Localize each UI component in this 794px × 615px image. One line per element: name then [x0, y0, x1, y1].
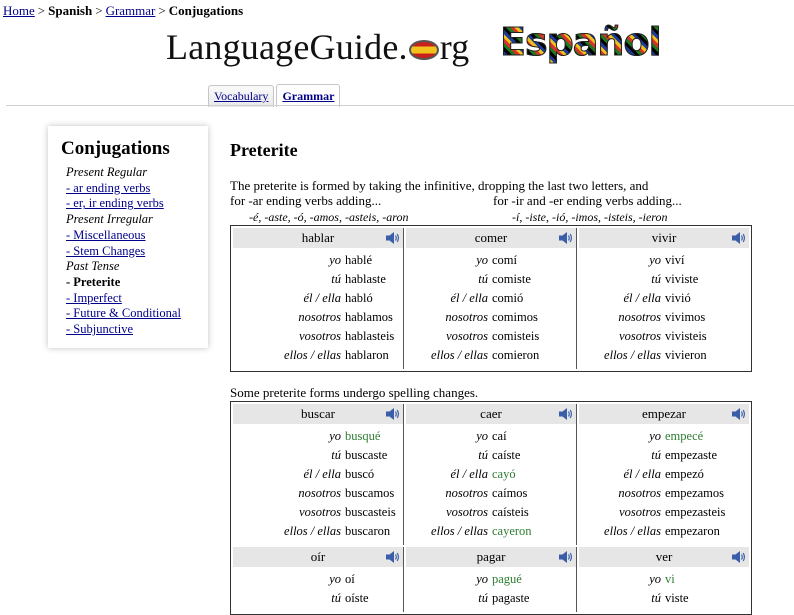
verb-form: caí — [492, 429, 507, 443]
verb-forms — [579, 424, 749, 545]
conjugation-row — [406, 503, 576, 522]
verb-infinitive: comer — [474, 230, 508, 245]
verb-form: comió — [492, 291, 524, 305]
pronoun: yo — [329, 253, 341, 267]
verb-forms — [233, 248, 403, 369]
conjugation-row — [579, 327, 749, 346]
pronoun: ellos / ellas — [604, 348, 661, 362]
pronoun: yo — [476, 253, 488, 267]
verb-form: comieron — [492, 348, 540, 362]
conjugation-row — [579, 589, 749, 608]
pronoun: tú — [651, 272, 661, 286]
verb-forms — [406, 567, 576, 612]
verb-forms — [233, 567, 403, 612]
verb-infinitive: pagar — [476, 549, 506, 564]
pronoun: vosotros — [299, 505, 341, 519]
breadcrumb-grammar-link[interactable]: Grammar — [105, 3, 156, 18]
conjugation-row — [406, 327, 576, 346]
pronoun: yo — [329, 429, 341, 443]
verb-infinitive: buscar — [301, 406, 335, 421]
verb-form: buscaste — [345, 448, 388, 462]
pronoun: tú — [331, 591, 341, 605]
verb-column — [233, 228, 404, 369]
speaker-icon[interactable] — [558, 231, 574, 245]
pronoun: él / ella — [450, 467, 488, 481]
sidebar-item-preterite: - Preterite — [66, 274, 121, 289]
breadcrumb-home-link[interactable]: Home — [3, 3, 35, 18]
pronoun: yo — [649, 429, 661, 443]
speaker-icon[interactable] — [731, 550, 747, 564]
verb-column — [406, 404, 577, 545]
verb-header — [406, 404, 576, 424]
conjugation-row — [233, 570, 403, 589]
verb-form: hablaron — [345, 348, 389, 362]
verb-column — [233, 547, 404, 612]
pronoun: ellos / ellas — [284, 348, 341, 362]
verb-form: hablaste — [345, 272, 386, 286]
pronoun: vosotros — [619, 329, 661, 343]
verb-header — [406, 228, 576, 248]
breadcrumb-separator: > — [95, 3, 103, 18]
conjugation-row — [233, 327, 403, 346]
verb-form: hablasteis — [345, 329, 395, 343]
verb-column — [406, 228, 577, 369]
conjugation-row — [579, 270, 749, 289]
sidebar-item-miscellaneous[interactable]: - Miscellaneous — [66, 227, 146, 242]
verb-form: viste — [665, 591, 689, 605]
verb-header — [579, 547, 749, 567]
sidebar-item-stem-changes[interactable]: - Stem Changes — [66, 243, 146, 258]
sidebar-item-future-conditional[interactable]: - Future & Conditional — [66, 306, 181, 321]
verb-form: oí — [345, 572, 355, 586]
conjugation-row — [406, 270, 576, 289]
logo-text: LanguageGuide. — [166, 27, 408, 67]
tab-vocabulary[interactable]: Vocabulary — [208, 85, 274, 107]
verb-form: pagaste — [492, 591, 530, 605]
verb-form: viví — [665, 253, 685, 267]
conjugation-row — [579, 570, 749, 589]
sidebar-section-past-tense: Past Tense — [66, 259, 120, 274]
conjugation-table-regular — [230, 225, 752, 372]
pronoun: nosotros — [618, 310, 661, 324]
pronoun: vosotros — [619, 505, 661, 519]
conjugation-row — [233, 346, 403, 365]
speaker-icon[interactable] — [385, 550, 401, 564]
verb-form: busqué — [345, 429, 381, 443]
pronoun: nosotros — [618, 486, 661, 500]
verb-form: vivimos — [665, 310, 706, 324]
pronoun: él / ella — [623, 291, 661, 305]
conjugation-row — [406, 446, 576, 465]
verb-form: hablamos — [345, 310, 393, 324]
intro-ar: for -ar ending verbs adding... — [230, 193, 382, 208]
speaker-icon[interactable] — [558, 407, 574, 421]
verb-form: hablé — [345, 253, 373, 267]
pronoun: ellos / ellas — [431, 524, 488, 538]
breadcrumb-separator: > — [37, 3, 46, 18]
pronoun: ellos / ellas — [604, 524, 661, 538]
verb-header — [579, 404, 749, 424]
pronoun: tú — [651, 591, 661, 605]
pronoun: yo — [329, 572, 341, 586]
pronoun: yo — [649, 572, 661, 586]
conjugation-row — [233, 289, 403, 308]
conjugation-row — [233, 270, 403, 289]
pronoun: nosotros — [298, 310, 341, 324]
pronoun: yo — [649, 253, 661, 267]
section-tabs — [208, 84, 342, 107]
conjugation-row — [579, 522, 749, 541]
conjugation-row — [406, 589, 576, 608]
breadcrumb — [3, 3, 243, 19]
conjugation-row — [233, 251, 403, 270]
verb-form: buscamos — [345, 486, 395, 500]
verb-form: cayeron — [492, 524, 532, 538]
conjugation-row — [579, 251, 749, 270]
verb-form: comimos — [492, 310, 538, 324]
pronoun: vosotros — [446, 505, 488, 519]
conjugation-row — [406, 570, 576, 589]
speaker-icon[interactable] — [731, 407, 747, 421]
conjugation-row — [406, 484, 576, 503]
pronoun: nosotros — [298, 486, 341, 500]
verb-form: cayó — [492, 467, 516, 481]
sidebar-item-er-ir-verbs[interactable]: - er, ir ending verbs — [66, 196, 164, 211]
conjugation-row — [233, 522, 403, 541]
spain-ball-icon — [409, 40, 439, 60]
tab-grammar[interactable]: Grammar — [276, 84, 340, 107]
verb-forms — [579, 248, 749, 369]
intro-er-ir: for -ir and -er ending verbs adding... — [493, 193, 682, 208]
endings-er-ir: -í, -iste, -ió, -imos, -isteis, -ieron — [512, 210, 668, 224]
pronoun: él / ella — [303, 291, 341, 305]
verb-form: viviste — [665, 272, 699, 286]
sidebar-item-imperfect[interactable]: - Imperfect — [66, 290, 122, 305]
conjugation-row — [233, 465, 403, 484]
pronoun: nosotros — [445, 310, 488, 324]
speaker-icon[interactable] — [558, 550, 574, 564]
verb-header — [406, 547, 576, 567]
pronoun: él / ella — [450, 291, 488, 305]
conjugation-row — [579, 484, 749, 503]
verb-form: buscó — [345, 467, 375, 481]
sidebar-title: Conjugations — [61, 138, 170, 159]
conjugation-row — [406, 251, 576, 270]
pronoun: vosotros — [446, 329, 488, 343]
pronoun: él / ella — [303, 467, 341, 481]
sidebar-item-subjunctive[interactable]: - Subjunctive — [66, 322, 134, 337]
verb-column — [579, 228, 749, 369]
verb-infinitive: hablar — [301, 230, 335, 245]
intro-line: The preterite is formed by taking the infinitive, dropping the last two letters, and — [230, 178, 649, 193]
speaker-icon[interactable] — [385, 407, 401, 421]
verb-form: empezasteis — [665, 505, 726, 519]
conjugation-row — [233, 427, 403, 446]
verb-infinitive: vivir — [651, 230, 677, 245]
verb-infinitive: oír — [310, 549, 326, 564]
pronoun: vosotros — [299, 329, 341, 343]
conjugation-row — [406, 289, 576, 308]
verb-form: empezamos — [665, 486, 725, 500]
conjugation-row — [579, 346, 749, 365]
conjugation-row — [233, 589, 403, 608]
conjugation-row — [579, 465, 749, 484]
verb-forms — [406, 248, 576, 369]
verb-form: empezó — [665, 467, 704, 481]
conjugation-row — [233, 308, 403, 327]
verb-column — [233, 404, 404, 545]
verb-form: caímos — [492, 486, 528, 500]
verb-form: empezaron — [665, 524, 720, 538]
verb-form: pagué — [492, 572, 522, 586]
pronoun: ellos / ellas — [284, 524, 341, 538]
intro-text — [230, 178, 790, 208]
verb-form: vivió — [665, 291, 691, 305]
pronoun: tú — [478, 591, 488, 605]
verb-column — [406, 547, 577, 612]
pronoun: tú — [331, 272, 341, 286]
endings-ar: -é, -aste, -ó, -amos, -asteis, -aron — [249, 210, 409, 224]
pronoun: tú — [478, 448, 488, 462]
conjugation-row — [233, 503, 403, 522]
page-title: Preterite — [230, 140, 298, 160]
verb-form: buscasteis — [345, 505, 396, 519]
speaker-icon[interactable] — [731, 231, 747, 245]
verb-forms — [579, 567, 749, 612]
verb-form: empezaste — [665, 448, 718, 462]
verb-form: vivieron — [665, 348, 707, 362]
conjugation-table-spelling — [230, 401, 752, 615]
conjugation-row — [406, 522, 576, 541]
verb-forms — [233, 424, 403, 545]
verb-column — [579, 547, 749, 612]
pronoun: tú — [478, 272, 488, 286]
verb-form: caíste — [492, 448, 521, 462]
verb-form: caísteis — [492, 505, 529, 519]
header-divider — [6, 105, 794, 106]
verb-form: oíste — [345, 591, 369, 605]
conjugation-row — [233, 484, 403, 503]
pronoun: tú — [331, 448, 341, 462]
verb-form: vi — [665, 572, 675, 586]
verb-forms — [406, 424, 576, 545]
pronoun: yo — [476, 572, 488, 586]
verb-infinitive: caer — [480, 406, 502, 421]
sidebar — [48, 126, 208, 348]
sidebar-section-present-irregular: Present Irregular — [66, 212, 153, 227]
conjugation-row — [233, 446, 403, 465]
spelling-note: Some preterite forms undergo spelling changes. — [230, 385, 479, 400]
pronoun: él / ella — [623, 467, 661, 481]
main-content — [230, 140, 790, 224]
breadcrumb-spanish: Spanish — [48, 3, 93, 18]
pronoun: ellos / ellas — [431, 348, 488, 362]
pronoun: nosotros — [445, 486, 488, 500]
conjugation-row — [579, 289, 749, 308]
verb-form: empecé — [665, 429, 704, 443]
verb-infinitive: ver — [655, 549, 673, 564]
conjugation-row — [406, 346, 576, 365]
verb-form: habló — [345, 291, 373, 305]
sidebar-section-present-regular: Present Regular — [66, 165, 148, 179]
breadcrumb-separator: > — [158, 3, 166, 18]
conjugation-row — [579, 308, 749, 327]
conjugation-row — [579, 446, 749, 465]
espanol-logo: Español — [500, 20, 661, 64]
verb-form: vivisteis — [665, 329, 707, 343]
breadcrumb-current: Conjugations — [168, 3, 244, 18]
verb-header — [579, 228, 749, 248]
conjugation-row — [579, 503, 749, 522]
verb-form: comí — [492, 253, 517, 267]
site-logo[interactable] — [166, 26, 469, 68]
verb-form: comisteis — [492, 329, 540, 343]
conjugation-row — [406, 465, 576, 484]
verb-header — [233, 547, 403, 567]
logo-text-suffix: rg — [439, 27, 470, 67]
pronoun: tú — [651, 448, 661, 462]
verb-column — [579, 404, 749, 545]
verb-header — [233, 404, 403, 424]
verb-form: buscaron — [345, 524, 391, 538]
conjugation-row — [406, 427, 576, 446]
verb-infinitive: empezar — [641, 406, 687, 421]
conjugation-row — [579, 427, 749, 446]
verb-form: comiste — [492, 272, 531, 286]
conjugation-row — [406, 308, 576, 327]
pronoun: yo — [476, 429, 488, 443]
sidebar-item-ar-verbs[interactable]: - ar ending verbs — [66, 180, 151, 195]
speaker-icon[interactable] — [385, 231, 401, 245]
verb-header — [233, 228, 403, 248]
